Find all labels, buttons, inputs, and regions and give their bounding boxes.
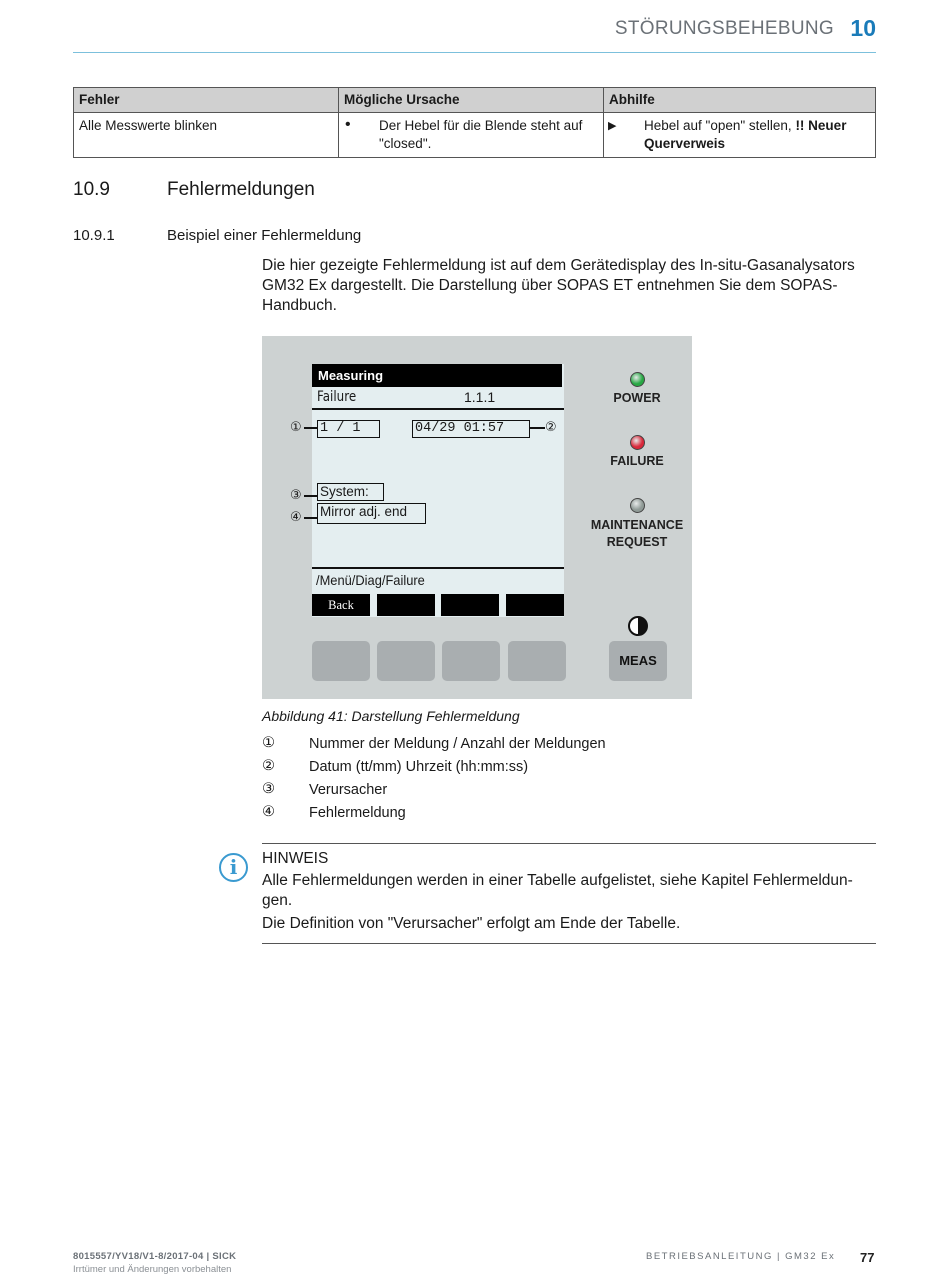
callout-line <box>304 495 318 497</box>
callout-1: ① <box>290 419 302 434</box>
table-header-fehler: Fehler <box>74 88 339 113</box>
note-paragraph: Alle Fehlermeldungen werden in einer Tabelle aufgelistet, siehe Kapitel Fehlermeldungen. <box>262 872 853 909</box>
figure-caption: Abbildung 41: Darstellung Fehlermeldung <box>262 708 520 724</box>
lcd-version: 1.1.1 <box>464 389 496 405</box>
subsection-number: 10.9.1 <box>73 227 115 244</box>
note-rule-bottom <box>262 943 876 944</box>
chapter-title: STÖRUNGSBEHEBUNG <box>614 18 834 39</box>
menu-path: /Menü/Diag/Failure <box>316 572 425 588</box>
legend-text: Nummer der Meldung / Anzahl der Meldungen <box>309 736 606 752</box>
cell-abhilfe <box>604 113 876 158</box>
legend-number: ③ <box>262 781 275 797</box>
callout-line <box>304 517 318 519</box>
power-led-icon <box>630 372 645 387</box>
cell-fehler: Alle Messwerte blinken <box>74 113 339 158</box>
softkey-4[interactable] <box>506 594 564 616</box>
legend-text: Fehlermeldung <box>309 805 406 821</box>
cell-ursache <box>339 113 604 158</box>
callout-2: ② <box>545 419 557 434</box>
lcd-display <box>312 364 564 617</box>
message-count-box: 1 / 1 <box>317 420 380 438</box>
abhilfe-text: Hebel auf "open" stellen, <box>644 118 796 133</box>
softkey-2[interactable] <box>377 594 435 616</box>
hardware-key-1[interactable] <box>312 641 370 681</box>
footer-disclaimer: Irrtümer und Änderungen vorbehalten <box>73 1264 232 1275</box>
contrast-icon <box>628 616 648 636</box>
datetime-box: 04/29 01:57 <box>412 420 530 438</box>
bullet-icon: • <box>345 116 351 133</box>
ursache-text: Der Hebel für die Blende steht auf "closed". <box>379 118 583 151</box>
note-rule-top <box>262 843 876 844</box>
table-header-ursache: Mögliche Ursache <box>339 88 604 113</box>
abhilfe-crossref[interactable]: !! Neuer Querverweis <box>644 118 847 151</box>
note-paragraph: Die Definition von "Verursacher" erfolgt am Ende der Tabelle. <box>262 915 681 932</box>
lcd-title: Measuring <box>312 364 562 387</box>
failure-label: FAILURE <box>610 454 664 468</box>
footer-doc-id: 8015557/YV18/V1-8/2017-04 | SICK <box>73 1251 237 1262</box>
callout-line <box>530 427 545 429</box>
failure-led-icon <box>630 435 645 450</box>
triangle-right-icon: ▶ <box>608 120 617 132</box>
softkey-back[interactable]: Back <box>312 594 370 616</box>
note-title: HINWEIS <box>262 850 329 867</box>
table-row <box>74 113 876 158</box>
lcd-failure-label: Failure <box>317 389 357 405</box>
intro-paragraph: Die hier gezeigte Fehlermeldung ist auf dem Gerätedisplay des In-situ-Gasanalysators GM32 Ex dargestellt. Die Darstellung über SOPAS ET entnehmen Sie dem SOPAS-Handbuch. <box>262 257 855 314</box>
callout-3: ③ <box>290 487 302 502</box>
footer-manual: BETRIEBSANLEITUNG | GM32 Ex <box>646 1251 836 1262</box>
maintenance-label: MAINTENANCE REQUEST <box>590 518 684 549</box>
softkey-3[interactable] <box>441 594 499 616</box>
section-number: 10.9 <box>73 179 110 200</box>
lcd-divider <box>312 567 564 569</box>
meas-button[interactable]: MEAS <box>609 641 667 681</box>
page-number: 77 <box>860 1250 875 1265</box>
info-icon: i <box>219 853 248 882</box>
troubleshooting-table <box>73 87 876 158</box>
legend-number: ② <box>262 758 275 774</box>
chapter-number: 10 <box>850 15 876 41</box>
power-label: POWER <box>613 391 661 405</box>
message-box: Mirror adj. end <box>317 503 426 524</box>
legend-text: Verursacher <box>309 782 388 798</box>
legend-number: ① <box>262 735 275 751</box>
callout-line <box>304 427 318 429</box>
hardware-key-4[interactable] <box>508 641 566 681</box>
lcd-divider <box>312 408 564 410</box>
hardware-key-3[interactable] <box>442 641 500 681</box>
callout-4: ④ <box>290 509 302 524</box>
legend-text: Datum (tt/mm) Uhrzeit (hh:mm:ss) <box>309 759 529 775</box>
subsection-title: Beispiel einer Fehlermeldung <box>167 227 362 244</box>
section-title: Fehlermeldungen <box>167 179 315 200</box>
table-header-row <box>74 88 876 113</box>
header-rule <box>73 52 876 53</box>
hardware-key-2[interactable] <box>377 641 435 681</box>
source-box: System: <box>317 483 384 501</box>
legend-number: ④ <box>262 804 275 820</box>
maintenance-led-icon <box>630 498 645 513</box>
table-header-abhilfe: Abhilfe <box>604 88 876 113</box>
device-figure <box>262 336 692 699</box>
